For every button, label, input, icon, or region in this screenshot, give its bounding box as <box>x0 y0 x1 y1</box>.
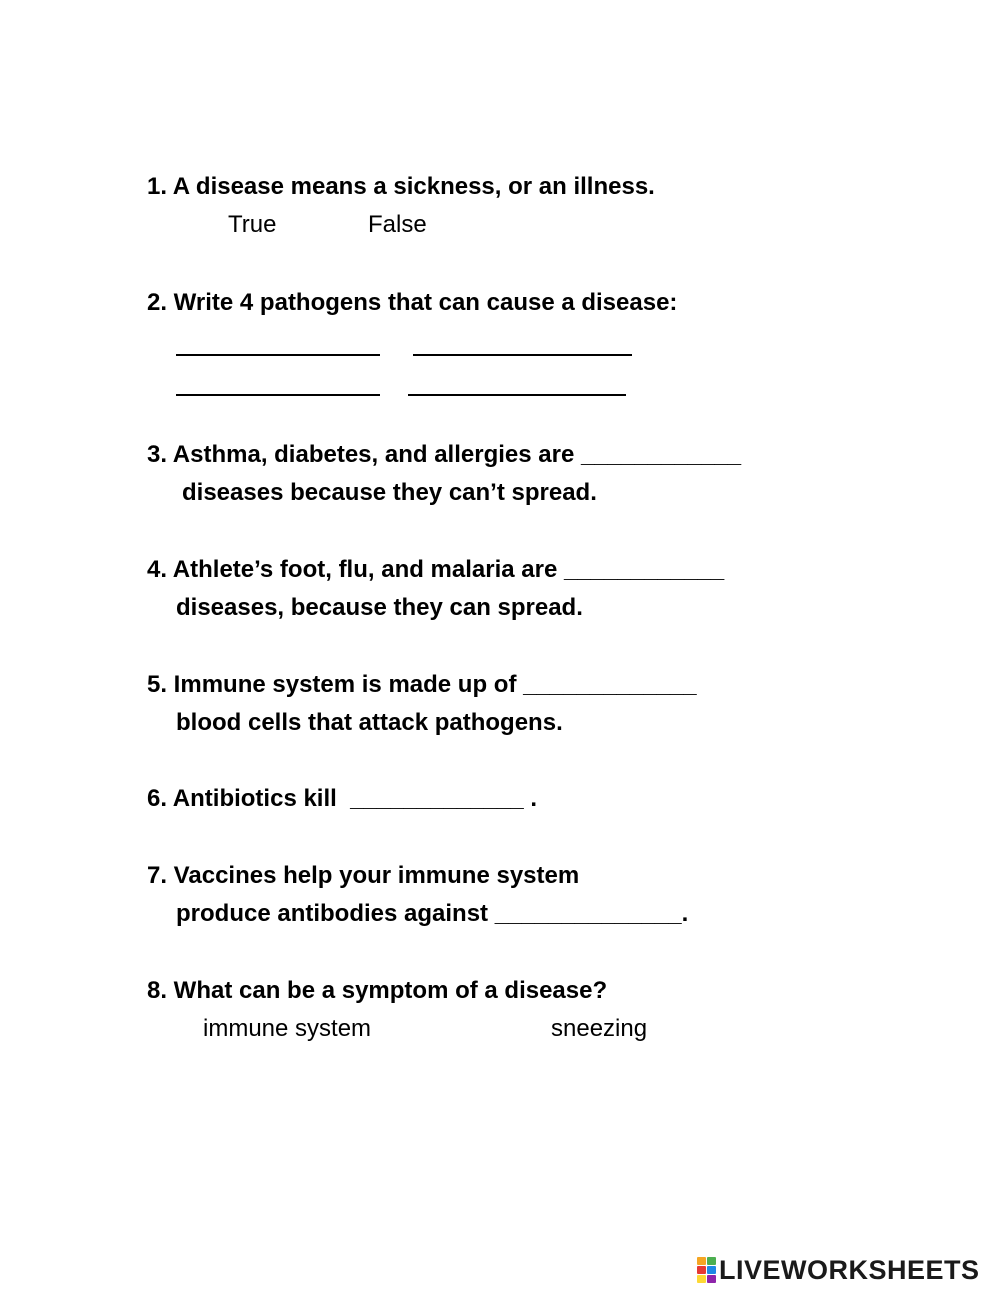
question-5-text: 5. Immune system is made up of _____________ <box>147 671 697 698</box>
question-8-option-immune-system[interactable]: immune system <box>203 1015 372 1042</box>
liveworksheets-logo-text: LIVEWORKSHEETS <box>719 1254 980 1285</box>
question-6-text: 6. Antibiotics kill _____________ . <box>147 785 537 812</box>
question-4-text-continued: diseases, because they can spread. <box>176 594 583 621</box>
question-7-text-continued: produce antibodies against ______________. <box>176 900 689 927</box>
question-1-option-false[interactable]: False <box>368 211 427 238</box>
question-1-option-true[interactable]: True <box>228 211 277 238</box>
question-2-answer-blank-2[interactable] <box>413 330 632 356</box>
question-2-answer-blank-3[interactable] <box>176 370 380 396</box>
question-8-text: 8. What can be a symptom of a disease? <box>147 977 608 1004</box>
question-2-answer-blank-1[interactable] <box>176 330 380 356</box>
question-3-text: 3. Asthma, diabetes, and allergies are ____________ <box>147 441 742 468</box>
question-1-text: 1. A disease means a sickness, or an illness. <box>147 173 655 200</box>
question-4-text: 4. Athlete’s foot, flu, and malaria are ____________ <box>147 556 725 583</box>
liveworksheets-logo-icon <box>697 1257 715 1283</box>
question-5-text-continued: blood cells that attack pathogens. <box>176 709 563 736</box>
question-2-answer-blank-4[interactable] <box>408 370 626 396</box>
question-3-text-continued: diseases because they can’t spread. <box>182 479 597 506</box>
question-2-text: 2. Write 4 pathogens that can cause a disease: <box>147 289 678 316</box>
question-7-text: 7. Vaccines help your immune system <box>147 862 580 889</box>
liveworksheets-logo <box>697 1255 980 1285</box>
question-8-option-sneezing[interactable]: sneezing <box>551 1015 648 1042</box>
